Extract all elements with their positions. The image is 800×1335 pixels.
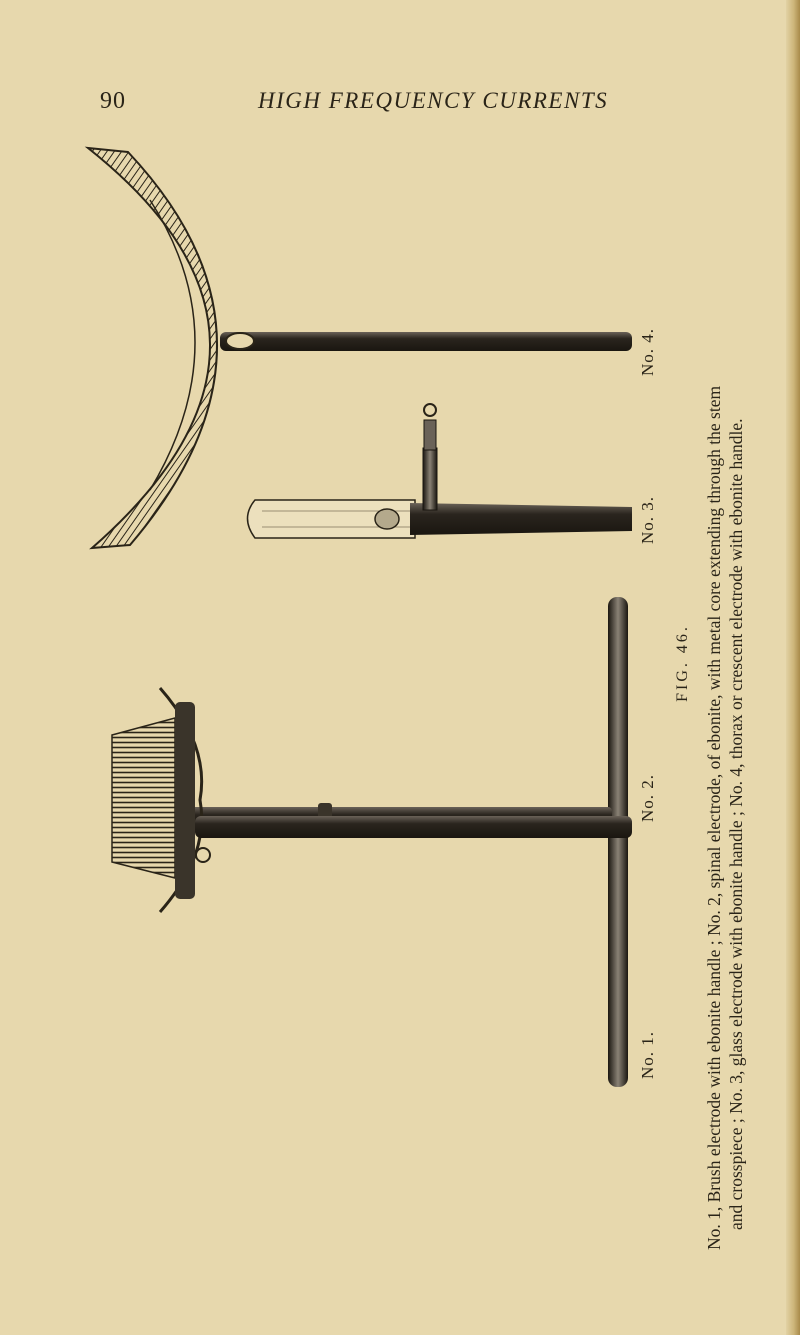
page-number: 90	[100, 88, 126, 114]
figure-caption	[703, 70, 747, 1250]
label-no2: No. 2.	[638, 773, 657, 823]
label-no1: No. 1.	[638, 1030, 657, 1080]
glass-electrode-handle	[410, 503, 632, 535]
crescent-electrode	[88, 148, 632, 548]
brush-electrode	[112, 688, 632, 912]
crescent-handle	[220, 332, 632, 351]
running-title: HIGH FREQUENCY CURRENTS	[258, 88, 609, 113]
brush-handle	[195, 816, 632, 838]
label-no4: No. 4.	[638, 327, 657, 377]
spinal-stem	[608, 597, 628, 1087]
spinal-electrode	[136, 597, 628, 1087]
label-no3: No. 3.	[638, 495, 657, 545]
caption-line-1: No. 1, Brush electrode with ebonite handle ; No. 2, spinal electrode, of ebonite, with metal core extending through the stem	[704, 385, 724, 1250]
brush-bristles	[112, 718, 175, 878]
figure-number: FIG. 46.	[674, 624, 691, 702]
caption-line-2: and crosspiece ; No. 3, glass electrode with ebonite handle ; No. 4, thorax or crescent electrode with ebonite handle.	[726, 418, 746, 1230]
glass-electrode	[248, 404, 633, 538]
